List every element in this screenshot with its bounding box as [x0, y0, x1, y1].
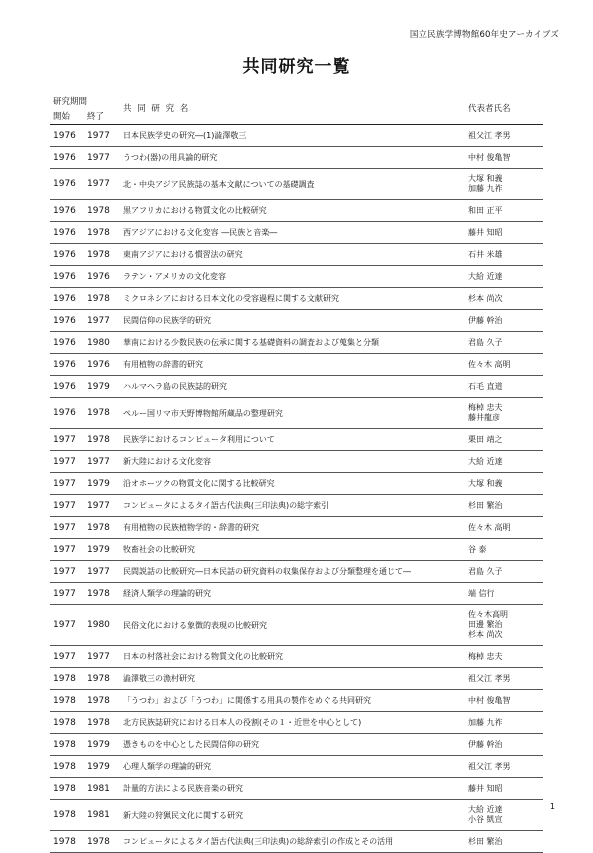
representative-cell [468, 147, 511, 168]
start-year: 1976 [53, 205, 76, 216]
start-year: 1976 [53, 315, 76, 326]
representative-name: 藤井龍彦 [468, 413, 500, 422]
end-year: 1977 [87, 315, 110, 326]
table-row [50, 376, 543, 398]
start-year: 1978 [53, 695, 76, 706]
end-year: 1978 [87, 522, 110, 533]
table-row [50, 646, 543, 668]
start-year: 1977 [53, 620, 76, 630]
research-name: うつわ(器)の用具論的研究 [123, 153, 218, 162]
representative-cell [468, 690, 511, 711]
table-row [50, 288, 543, 310]
table-row [50, 125, 543, 147]
research-name: ペルー国リマ市天野博物館所蔵品の整理研究 [123, 408, 283, 418]
table-row [50, 712, 543, 734]
representative-cell [468, 451, 503, 472]
representative-name: 中村 俊亀智 [468, 152, 511, 162]
table-row [50, 429, 543, 451]
representative-cell [468, 354, 511, 375]
representative-cell [468, 778, 503, 799]
research-name: 牧畜社会の比較研究 [123, 545, 195, 554]
representative-name: 谷 泰 [468, 544, 487, 554]
representative-cell [468, 605, 508, 645]
representative-cell [468, 288, 503, 309]
representative-name: 杉田 繁治 [468, 836, 503, 846]
research-name: 民間信仰の民族学的研究 [123, 316, 211, 325]
end-year: 1980 [87, 337, 110, 348]
representative-name: 佐々木 高明 [468, 522, 511, 532]
table-row [50, 451, 543, 473]
joint-research-table [50, 93, 543, 853]
table-row [50, 398, 543, 429]
representative-name: 石毛 直道 [468, 381, 503, 391]
research-name: 新大陸における文化変容 [123, 457, 211, 466]
end-year: 1981 [87, 783, 110, 794]
representative-name: 端 信行 [468, 588, 495, 598]
start-year: 1977 [53, 522, 76, 533]
header-start: 開始 [53, 112, 71, 122]
header-period: 研究期間 [53, 97, 88, 107]
table-row [50, 690, 543, 712]
start-year: 1976 [53, 293, 76, 304]
research-name: 計量的方法による民族音楽の研究 [123, 784, 243, 793]
end-year: 1978 [87, 205, 110, 216]
end-year: 1978 [87, 293, 110, 304]
representative-name: 栗田 靖之 [468, 434, 503, 444]
start-year: 1977 [53, 434, 76, 445]
start-year: 1978 [53, 717, 76, 728]
representative-cell [468, 583, 495, 604]
representative-cell [468, 734, 503, 755]
representative-name: 梅棹 忠夫 [468, 651, 503, 661]
table-row [50, 473, 543, 495]
table-row [50, 539, 543, 561]
representative-name: 和田 正平 [468, 205, 503, 215]
table-row [50, 800, 543, 831]
representative-name: 藤井 知昭 [468, 227, 503, 237]
start-year: 1976 [53, 249, 76, 260]
end-year: 1977 [87, 566, 110, 577]
table-row [50, 561, 543, 583]
representative-cell [468, 495, 503, 516]
representative-cell [468, 539, 487, 560]
representative-name: 中村 俊亀智 [468, 695, 511, 705]
research-name: ハルマヘラ島の民族誌的研究 [123, 382, 227, 391]
table-row [50, 668, 543, 690]
start-year: 1977 [53, 478, 76, 489]
table-row [50, 583, 543, 605]
table-row [50, 310, 543, 332]
research-name: 澁澤敬三の漁村研究 [123, 674, 195, 683]
representative-name: 小谷 凱宣 [468, 815, 503, 824]
start-year: 1978 [53, 673, 76, 684]
start-year: 1976 [53, 337, 76, 348]
research-name: コンピュータによるタイ語古代法典(三印法典)の総字索引 [123, 501, 330, 510]
representative-name: 大塚 和義 [468, 174, 503, 183]
representative-name: 石井 米雄 [468, 249, 503, 259]
end-year: 1979 [87, 739, 110, 750]
table-row [50, 495, 543, 517]
representative-name: 伊藤 幹治 [468, 315, 503, 325]
start-year: 1977 [53, 500, 76, 511]
table-row [50, 200, 543, 222]
table-row [50, 734, 543, 756]
end-year: 1977 [87, 152, 110, 163]
research-name: 民俗文化における象徴的表現の比較研究 [123, 620, 267, 630]
end-year: 1978 [87, 695, 110, 706]
end-year: 1978 [87, 408, 110, 418]
start-year: 1978 [53, 836, 76, 847]
research-name: 有用植物の民族植物学的・辞書的研究 [123, 523, 259, 532]
end-year: 1978 [87, 717, 110, 728]
table-row [50, 756, 543, 778]
table-row [50, 517, 543, 539]
table-row [50, 354, 543, 376]
start-year: 1978 [53, 810, 76, 820]
representative-name: 佐々木 高明 [468, 359, 511, 369]
representative-name: 加藤 九祚 [468, 717, 503, 727]
page-title: 共同研究一覧 [242, 57, 351, 77]
start-year: 1976 [53, 271, 76, 282]
representative-name: 佐々木高明 [468, 610, 508, 619]
representative-cell [468, 376, 503, 397]
representative-name: 杉本 尚次 [468, 293, 503, 303]
end-year: 1977 [87, 500, 110, 511]
representative-cell [468, 831, 503, 852]
representative-cell [468, 800, 503, 830]
representative-cell [468, 310, 503, 331]
research-name: 憑きものを中心とした民間信仰の研究 [123, 740, 259, 749]
start-year: 1977 [53, 588, 76, 599]
research-name: 新大陸の狩猟民文化に関する研究 [123, 810, 243, 820]
end-year: 1978 [87, 673, 110, 684]
table-row [50, 169, 543, 200]
representative-cell [468, 668, 511, 689]
end-year: 1976 [87, 359, 110, 370]
start-year: 1977 [53, 566, 76, 577]
research-name: ミクロネシアにおける日本文化の受容過程に関する文献研究 [123, 294, 339, 303]
representative-cell [468, 517, 511, 538]
research-name: 東南アジアにおける慣習法の研究 [123, 250, 243, 259]
start-year: 1976 [53, 381, 76, 392]
representative-name: 祖父江 孝男 [468, 130, 511, 140]
start-year: 1977 [53, 544, 76, 555]
start-year: 1976 [53, 179, 76, 189]
start-year: 1976 [53, 152, 76, 163]
research-name: 経済人類学の理論的研究 [123, 589, 211, 598]
start-year: 1976 [53, 227, 76, 238]
end-year: 1981 [87, 810, 110, 820]
table-body [50, 125, 543, 853]
end-year: 1977 [87, 651, 110, 662]
representative-cell [468, 429, 503, 450]
start-year: 1976 [53, 359, 76, 370]
representative-cell [468, 646, 503, 667]
representative-name: 君島 久子 [468, 566, 503, 576]
start-year: 1976 [53, 130, 76, 141]
representative-cell [468, 398, 503, 428]
end-year: 1978 [87, 588, 110, 599]
start-year: 1976 [53, 408, 76, 418]
research-name: 沿オホーツクの物質文化に関する比較研究 [123, 479, 275, 488]
table-row [50, 831, 543, 853]
table-row [50, 605, 543, 646]
end-year: 1978 [87, 434, 110, 445]
representative-cell [468, 712, 503, 733]
representative-cell [468, 200, 503, 221]
end-year: 1979 [87, 478, 110, 489]
representative-name: 大給 近達 [468, 271, 503, 281]
representative-name: 田邊 繁治 [468, 620, 503, 629]
header-end: 終了 [87, 112, 105, 122]
research-name: 日本民族学史の研究―(1)澁澤敬三 [123, 131, 247, 140]
end-year: 1977 [87, 179, 110, 189]
table-header [50, 93, 543, 125]
archive-header-note: 国立民族学博物館60年史アーカイブズ [409, 30, 559, 40]
representative-cell [468, 244, 503, 265]
table-row [50, 332, 543, 354]
end-year: 1979 [87, 544, 110, 555]
end-year: 1979 [87, 761, 110, 772]
header-representative: 代表者氏名 [468, 104, 511, 114]
representative-name: 大塚 和義 [468, 478, 503, 488]
start-year: 1978 [53, 783, 76, 794]
research-name: 北・中央アジア民族誌の基本文献についての基礎調査 [123, 179, 315, 189]
representative-cell [468, 169, 503, 199]
table-row [50, 147, 543, 169]
table-row [50, 222, 543, 244]
representative-name: 大給 近達 [468, 805, 503, 814]
representative-cell [468, 561, 503, 582]
research-name: 「うつわ」および「うつわ」に関係する用具の製作をめぐる共同研究 [123, 696, 371, 705]
page-number: 1 [549, 802, 555, 811]
end-year: 1977 [87, 456, 110, 467]
end-year: 1978 [87, 227, 110, 238]
representative-cell [468, 473, 503, 494]
research-name: 華南における少数民族の伝承に関する基礎資料の調査および蒐集と分類 [123, 338, 379, 347]
representative-name: 梅棹 忠夫 [468, 403, 503, 412]
representative-cell [468, 222, 503, 243]
representative-cell [468, 266, 503, 287]
representative-name: 杉本 尚次 [468, 630, 503, 639]
representative-name: 大給 近達 [468, 456, 503, 466]
start-year: 1977 [53, 651, 76, 662]
end-year: 1978 [87, 249, 110, 260]
research-name: ラテン・アメリカの文化変容 [123, 272, 227, 281]
end-year: 1979 [87, 381, 110, 392]
research-name: 西アジアにおける文化変容 ―民族と音楽― [123, 228, 278, 237]
representative-cell [468, 756, 511, 777]
representative-name: 杉田 繁治 [468, 500, 503, 510]
table-row [50, 266, 543, 288]
representative-name: 祖父江 孝男 [468, 761, 511, 771]
representative-name: 伊藤 幹治 [468, 739, 503, 749]
start-year: 1978 [53, 761, 76, 772]
representative-name: 藤井 知昭 [468, 783, 503, 793]
research-name: 民族学におけるコンピュータ利用について [123, 435, 275, 444]
representative-name: 祖父江 孝男 [468, 673, 511, 683]
representative-cell [468, 125, 511, 146]
table-row [50, 244, 543, 266]
research-name: 黒アフリカにおける物質文化の比較研究 [123, 206, 267, 215]
representative-cell [468, 332, 503, 353]
representative-name: 加藤 九祚 [468, 184, 503, 193]
research-name: 民間説話の比較研究―日本民話の研究資料の収集保存および分類整理を通じて― [123, 567, 411, 576]
research-name: 北方民族誌研究における日本人の役割(その１・近世を中心として) [123, 718, 362, 727]
research-name: 日本の村落社会における物質文化の比較研究 [123, 652, 283, 661]
end-year: 1977 [87, 130, 110, 141]
end-year: 1976 [87, 271, 110, 282]
end-year: 1980 [87, 620, 110, 630]
start-year: 1977 [53, 456, 76, 467]
start-year: 1978 [53, 739, 76, 750]
research-name: 有用植物の辞書的研究 [123, 360, 203, 369]
representative-name: 君島 久子 [468, 337, 503, 347]
end-year: 1978 [87, 836, 110, 847]
research-name: コンピュータによるタイ語古代法典(三印法典)の総辞索引の作成とその活用 [123, 837, 394, 846]
table-row [50, 778, 543, 800]
header-research-name: 共 同 研 究 名 [123, 104, 190, 114]
research-name: 心理人類学の理論的研究 [123, 762, 211, 771]
